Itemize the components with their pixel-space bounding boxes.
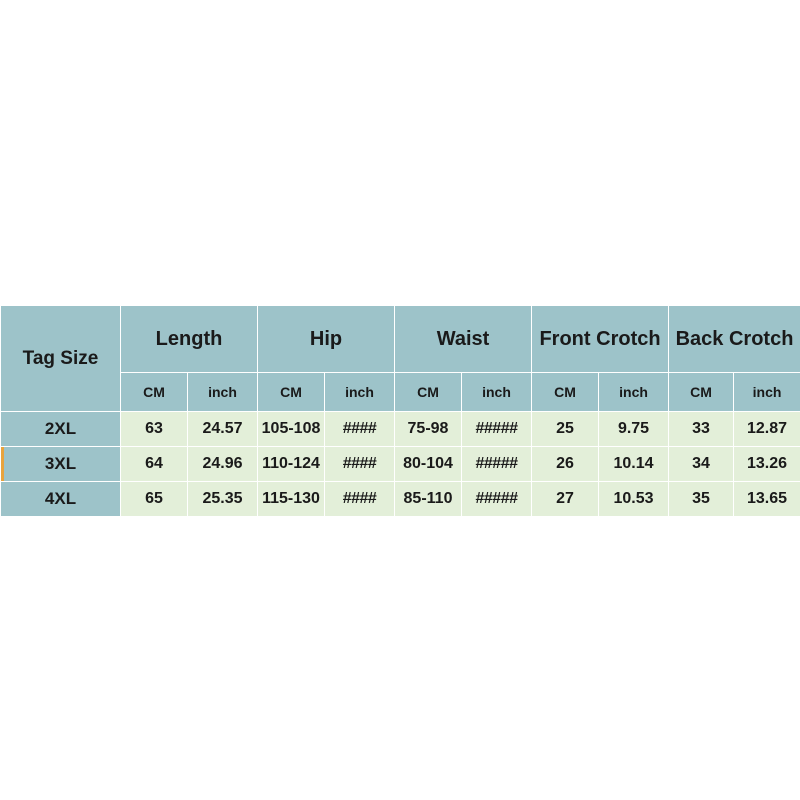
cell-waist-inch: ##### xyxy=(462,447,532,482)
row-tag-size: 3XL xyxy=(1,447,121,482)
header-length-inch: inch xyxy=(188,373,258,412)
cell-waist-cm: 75-98 xyxy=(395,412,462,447)
cell-front-crotch-cm: 25 xyxy=(532,412,599,447)
header-back-crotch-inch: inch xyxy=(734,373,800,412)
header-tag-size: Tag Size xyxy=(1,306,121,412)
cell-back-crotch-cm: 34 xyxy=(669,447,734,482)
cell-front-crotch-inch: 10.14 xyxy=(599,447,669,482)
header-front-crotch-cm: CM xyxy=(532,373,599,412)
cell-waist-cm: 80-104 xyxy=(395,447,462,482)
cell-front-crotch-inch: 10.53 xyxy=(599,482,669,517)
cell-back-crotch-cm: 35 xyxy=(669,482,734,517)
cell-length-inch: 24.57 xyxy=(188,412,258,447)
row-tag-size: 2XL xyxy=(1,412,121,447)
cell-hip-inch: #### xyxy=(325,447,395,482)
header-length-cm: CM xyxy=(121,373,188,412)
table-header-row-units xyxy=(1,373,800,412)
header-hip-inch: inch xyxy=(325,373,395,412)
cell-back-crotch-inch: 13.26 xyxy=(734,447,800,482)
cell-hip-cm: 115-130 xyxy=(258,482,325,517)
size-chart-table xyxy=(0,305,800,517)
table-row xyxy=(1,412,800,447)
cell-waist-cm: 85-110 xyxy=(395,482,462,517)
table-row xyxy=(1,482,800,517)
header-waist-inch: inch xyxy=(462,373,532,412)
cell-back-crotch-inch: 13.65 xyxy=(734,482,800,517)
header-waist: Waist xyxy=(395,306,532,373)
size-chart-container xyxy=(0,305,800,517)
header-waist-cm: CM xyxy=(395,373,462,412)
header-back-crotch-cm: CM xyxy=(669,373,734,412)
header-hip-cm: CM xyxy=(258,373,325,412)
header-front-crotch: Front Crotch xyxy=(532,306,669,373)
cell-length-cm: 63 xyxy=(121,412,188,447)
cell-front-crotch-inch: 9.75 xyxy=(599,412,669,447)
cell-hip-cm: 105-108 xyxy=(258,412,325,447)
header-length: Length xyxy=(121,306,258,373)
header-hip: Hip xyxy=(258,306,395,373)
cell-front-crotch-cm: 26 xyxy=(532,447,599,482)
header-back-crotch: Back Crotch xyxy=(669,306,800,373)
row-tag-size: 4XL xyxy=(1,482,121,517)
cell-length-cm: 64 xyxy=(121,447,188,482)
cell-back-crotch-inch: 12.87 xyxy=(734,412,800,447)
cell-waist-inch: ##### xyxy=(462,482,532,517)
cell-hip-inch: #### xyxy=(325,412,395,447)
cell-front-crotch-cm: 27 xyxy=(532,482,599,517)
table-header-row-main xyxy=(1,306,800,373)
cell-back-crotch-cm: 33 xyxy=(669,412,734,447)
cell-length-cm: 65 xyxy=(121,482,188,517)
cell-waist-inch: ##### xyxy=(462,412,532,447)
cell-length-inch: 25.35 xyxy=(188,482,258,517)
cell-hip-cm: 110-124 xyxy=(258,447,325,482)
header-front-crotch-inch: inch xyxy=(599,373,669,412)
table-row xyxy=(1,447,800,482)
cell-length-inch: 24.96 xyxy=(188,447,258,482)
cell-hip-inch: #### xyxy=(325,482,395,517)
